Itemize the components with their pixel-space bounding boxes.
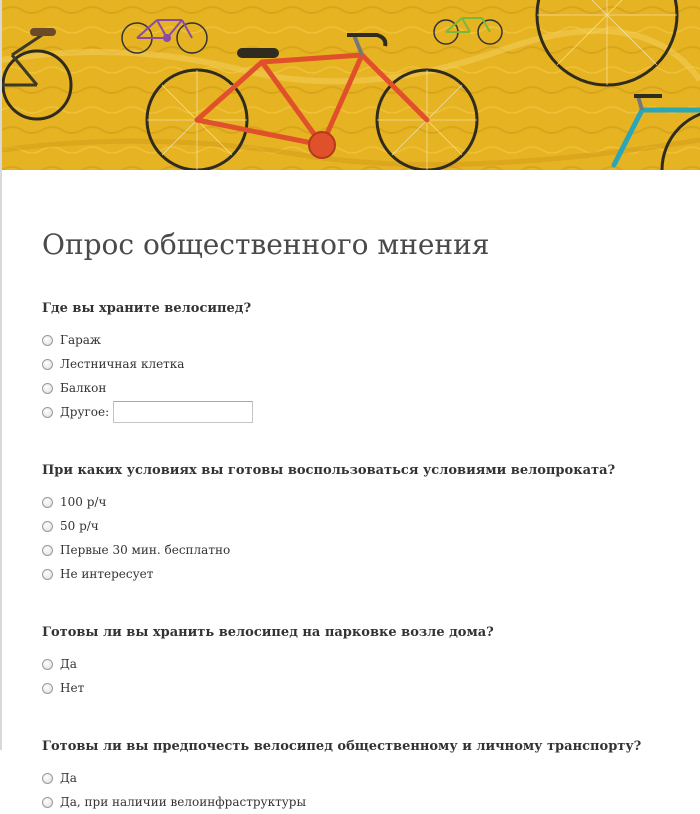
radio-button[interactable] [42, 545, 53, 556]
option-label: Да, при наличии велоинфраструктуры [60, 795, 307, 809]
option-balcony[interactable] [42, 376, 700, 400]
radio-button[interactable] [42, 359, 53, 370]
option-label: 50 р/ч [60, 519, 99, 533]
option-label: Не интересует [60, 567, 154, 581]
option-no[interactable] [42, 676, 700, 700]
option-yes[interactable] [42, 766, 700, 790]
option-label: Первые 30 мин. бесплатно [60, 543, 231, 557]
option-label: Балкон [60, 381, 107, 395]
option-stairwell[interactable] [42, 352, 700, 376]
question-storage [42, 300, 700, 424]
radio-button[interactable] [42, 335, 53, 346]
radio-button[interactable] [42, 659, 53, 670]
question-title: Готовы ли вы предпочесть велосипед общественному и личному транспорту? [42, 739, 642, 754]
option-label: Да [60, 657, 77, 671]
radio-button[interactable] [42, 797, 53, 808]
question-title: Где вы храните велосипед? [42, 301, 252, 316]
form-content [42, 170, 700, 814]
option-100-per-hour[interactable] [42, 490, 700, 514]
radio-button[interactable] [42, 383, 53, 394]
question-title: При каких условиях вы готовы воспользоваться условиями велопроката? [42, 463, 616, 478]
option-first-30-free[interactable] [42, 538, 700, 562]
option-label: Да [60, 771, 77, 785]
radio-button[interactable] [42, 773, 53, 784]
option-label: Другое: [60, 405, 110, 419]
other-text-field[interactable] [113, 401, 253, 423]
option-other[interactable] [42, 400, 700, 424]
page-title: Опрос общественного мнения [42, 228, 490, 261]
radio-button[interactable] [42, 521, 53, 532]
option-50-per-hour[interactable] [42, 514, 700, 538]
radio-button[interactable] [42, 683, 53, 694]
radio-button[interactable] [42, 569, 53, 580]
header-banner-image [2, 0, 700, 170]
option-label: Гараж [60, 333, 101, 347]
radio-button[interactable] [42, 497, 53, 508]
radio-button[interactable] [42, 407, 53, 418]
bicycles-illustration [2, 0, 700, 170]
option-not-interested[interactable] [42, 562, 700, 586]
option-label: Нет [60, 681, 85, 695]
question-rental-conditions [42, 462, 700, 586]
option-label: 100 р/ч [60, 495, 107, 509]
option-yes[interactable] [42, 652, 700, 676]
question-parking [42, 624, 700, 700]
option-label: Лестничная клетка [60, 357, 185, 371]
question-transport-preference [42, 738, 700, 814]
question-title: Готовы ли вы хранить велосипед на парковке возле дома? [42, 625, 494, 640]
option-garage[interactable] [42, 328, 700, 352]
option-yes-with-infrastructure[interactable] [42, 790, 700, 814]
